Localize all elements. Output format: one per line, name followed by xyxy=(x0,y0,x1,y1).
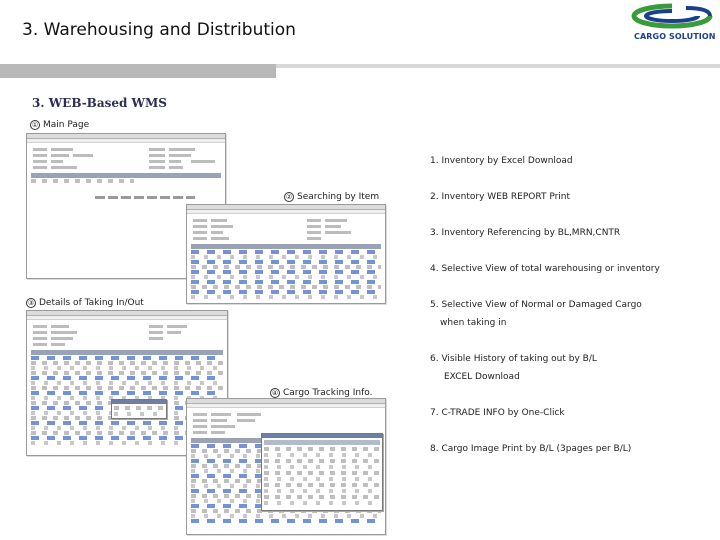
feature-item: 6. Visible History of taking out by B/L xyxy=(430,354,597,364)
feature-item: 5. Selective View of Normal or Damaged Cargo xyxy=(430,300,642,310)
search-by-item-screenshot xyxy=(186,204,386,304)
screen-label: Searching by Item xyxy=(297,192,380,202)
screen-label: Main Page xyxy=(43,120,90,130)
cargo-solution-logo xyxy=(626,2,718,48)
cargo-tracking-screenshot xyxy=(186,398,386,535)
feature-item: 4. Selective View of total warehousing or inventory xyxy=(430,264,660,274)
step-number-icon: ③ xyxy=(27,299,35,307)
detail-popup xyxy=(111,399,167,419)
feature-item-continuation: when taking in xyxy=(440,318,507,328)
section-title: 3. WEB-Based WMS xyxy=(32,96,167,110)
screen-caption-search xyxy=(284,192,379,202)
header-band-thin xyxy=(276,64,720,68)
step-number-icon: ① xyxy=(31,121,39,129)
feature-item: 1. Inventory by Excel Download xyxy=(430,156,573,166)
slide-title: 3. Warehousing and Distribution xyxy=(22,20,296,40)
step-number-icon: ④ xyxy=(271,389,279,397)
screen-label: Cargo Tracking Info. xyxy=(283,388,373,398)
feature-item: 3. Inventory Referencing by BL,MRN,CNTR xyxy=(430,228,621,238)
logo-text: CARGO SOLUTION xyxy=(634,32,716,41)
step-number-icon: ② xyxy=(285,193,293,201)
feature-item: 8. Cargo Image Print by B/L (3pages per B/L) xyxy=(430,444,632,454)
screen-caption-details xyxy=(26,298,144,308)
feature-item: 7. C-TRADE INFO by One-Click xyxy=(430,408,565,418)
feature-item: 2. Inventory WEB REPORT Print xyxy=(430,192,571,202)
screen-label: Details of Taking In/Out xyxy=(39,298,144,308)
screen-caption-main xyxy=(30,120,89,130)
tracking-popup xyxy=(261,433,383,511)
feature-item-continuation: EXCEL Download xyxy=(444,372,520,382)
header-band xyxy=(0,64,276,78)
screen-caption-tracking xyxy=(270,388,373,398)
